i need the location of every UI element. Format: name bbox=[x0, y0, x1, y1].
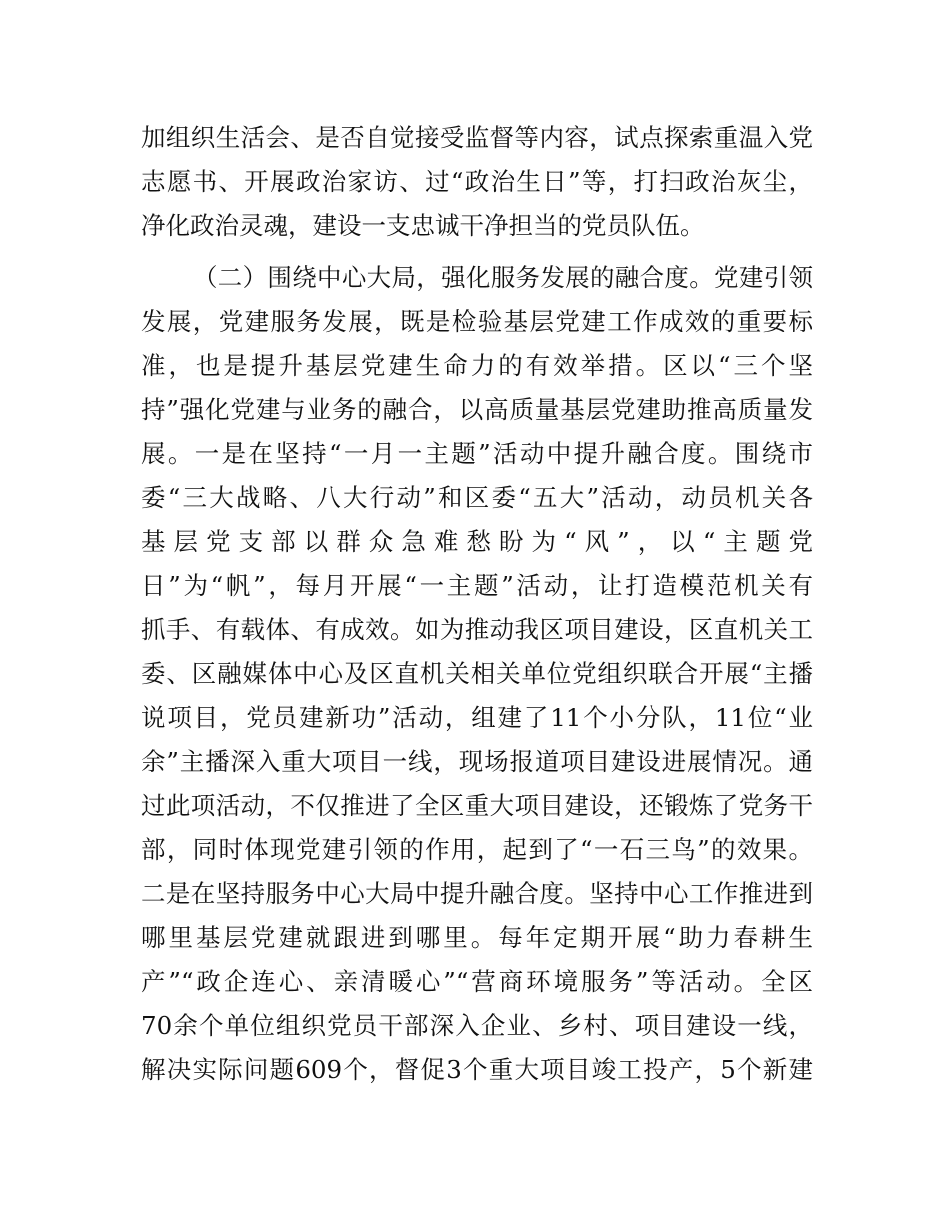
text-line: 哪里基层党建就跟进到哪里。每年定期开展“助力春耕生 bbox=[141, 923, 813, 952]
text-line: 部，同时体现党建引领的作用，起到了“一石三鸟”的效果。 bbox=[141, 835, 813, 864]
text-line: 发展，党建服务发展，既是检验基层党建工作成效的重要标 bbox=[141, 307, 813, 336]
paragraph-1 bbox=[141, 116, 813, 248]
text-line: 净化政治灵魂，建设一支忠诚干净担当的党员队伍。 bbox=[141, 211, 705, 240]
text-line: 准，也是提升基层党建生命力的有效举措。区以“三个坚 bbox=[141, 351, 813, 380]
text-line: 解决实际问题609个，督促3个重大项目竣工投产，5个新建 bbox=[141, 1055, 813, 1084]
text-line: 日”为“帆”，每月开展“一主题”活动，让打造模范机关有 bbox=[141, 571, 813, 600]
text-line: 持”强化党建与业务的融合，以高质量基层党建助推高质量发 bbox=[141, 395, 813, 424]
text-line: 展。一是在坚持“一月一主题”活动中提升融合度。围绕市 bbox=[141, 439, 813, 468]
text-line: 抓手、有载体、有成效。如为推动我区项目建设，区直机关工 bbox=[141, 615, 813, 644]
text-line: 志愿书、开展政治家访、过“政治生日”等，打扫政治灰尘， bbox=[141, 167, 813, 196]
document-body bbox=[141, 116, 813, 1092]
text-line: 说项目，党员建新功”活动，组建了11个小分队，11位“业 bbox=[141, 703, 813, 732]
text-line: 委“三大战略、八大行动”和区委“五大”活动，动员机关各 bbox=[141, 483, 813, 512]
text-line: 过此项活动，不仅推进了全区重大项目建设，还锻炼了党务干 bbox=[141, 791, 813, 820]
text-line: 70余个单位组织党员干部深入企业、乡村、项目建设一线， bbox=[141, 1011, 813, 1040]
text-line: 基层党支部以群众急难愁盼为“风”，以“主题党 bbox=[141, 527, 813, 556]
text-line: （二）围绕中心大局，强化服务发展的融合度。党建引领 bbox=[193, 263, 813, 292]
paragraph-2 bbox=[141, 256, 813, 1092]
text-line: 产”“政企连心、亲清暖心”“营商环境服务”等活动。全区 bbox=[141, 967, 813, 996]
text-line: 加组织生活会、是否自觉接受监督等内容，试点探索重温入党 bbox=[141, 123, 813, 152]
text-line: 余”主播深入重大项目一线，现场报道项目建设进展情况。通 bbox=[141, 747, 813, 776]
text-line: 委、区融媒体中心及区直机关相关单位党组织联合开展“主播 bbox=[141, 659, 813, 688]
text-line: 二是在坚持服务中心大局中提升融合度。坚持中心工作推进到 bbox=[141, 879, 813, 908]
